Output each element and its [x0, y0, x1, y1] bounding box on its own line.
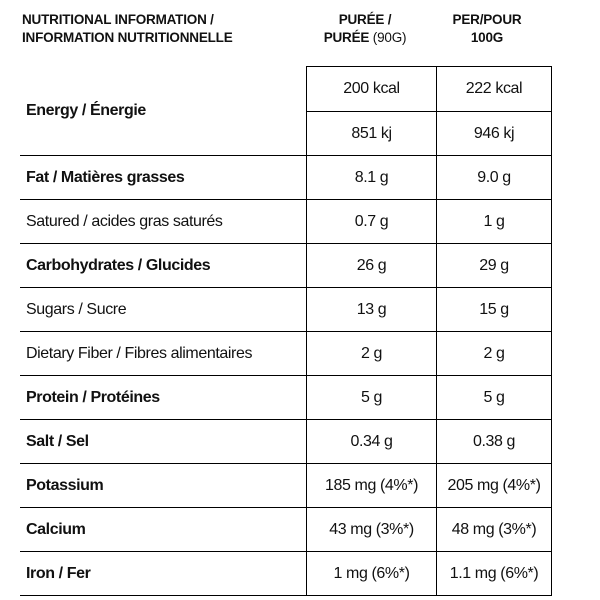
nutrition-table: [20, 66, 552, 596]
row-per100-salt: 0.38 g: [437, 420, 552, 464]
row-puree-carbohydrates: 26 g: [307, 244, 437, 288]
table-row: [20, 156, 552, 200]
row-puree-fat: 8.1 g: [307, 156, 437, 200]
energy-kj-100g: 946 kj: [437, 112, 552, 156]
header-label-line1: NUTRITIONAL INFORMATION /: [22, 12, 214, 27]
row-puree-protein: 5 g: [307, 376, 437, 420]
row-puree-salt: 0.34 g: [307, 420, 437, 464]
row-per100-protein: 5 g: [437, 376, 552, 420]
row-label-protein: Protein / Protéines: [20, 376, 307, 420]
row-puree-sugars: 13 g: [307, 288, 437, 332]
table-row: [20, 420, 552, 464]
row-label-potassium: Potassium: [20, 464, 307, 508]
row-label-calcium: Calcium: [20, 508, 307, 552]
header-col-per100-line2: 100G: [470, 30, 504, 45]
header-col-per100: [430, 11, 544, 47]
row-label-carbohydrates: Carbohydrates / Glucides: [20, 244, 307, 288]
table-header: [0, 8, 600, 58]
row-per100-iron: 1.1 mg (6%*): [437, 552, 552, 596]
row-per100-fiber: 2 g: [437, 332, 552, 376]
row-puree-saturated: 0.7 g: [307, 200, 437, 244]
row-label-sugars: Sugars / Sucre: [20, 288, 307, 332]
table-row: [20, 244, 552, 288]
row-per100-saturated: 1 g: [437, 200, 552, 244]
table-row: [20, 288, 552, 332]
table-row: [20, 508, 552, 552]
row-per100-potassium: 205 mg (4%*): [437, 464, 552, 508]
row-label-saturated: Satured / acides gras saturés: [20, 200, 307, 244]
table-row: [20, 552, 552, 596]
row-puree-fiber: 2 g: [307, 332, 437, 376]
row-per100-fat: 9.0 g: [437, 156, 552, 200]
row-puree-calcium: 43 mg (3%*): [307, 508, 437, 552]
row-per100-carbohydrates: 29 g: [437, 244, 552, 288]
row-label-salt: Salt / Sel: [20, 420, 307, 464]
header-col-puree: [300, 11, 430, 47]
header-col-puree-line2: PURÉE: [323, 30, 370, 45]
row-puree-potassium: 185 mg (4%*): [307, 464, 437, 508]
row-puree-iron: 1 mg (6%*): [307, 552, 437, 596]
row-label-iron: Iron / Fer: [20, 552, 307, 596]
header-label: [22, 11, 233, 47]
table-row: [20, 332, 552, 376]
table-row-energy-kcal: [20, 67, 552, 112]
header-col-puree-serving: (90G): [372, 30, 407, 45]
header-col-per100-line1: PER/POUR: [452, 12, 522, 27]
header-label-line2: INFORMATION NUTRITIONNELLE: [22, 30, 233, 45]
table-row: [20, 376, 552, 420]
energy-kj-puree: 851 kj: [307, 112, 437, 156]
row-label-fat: Fat / Matières grasses: [20, 156, 307, 200]
energy-kcal-puree: 200 kcal: [307, 67, 437, 112]
table-row: [20, 200, 552, 244]
header-col-puree-line1: PURÉE /: [338, 12, 392, 27]
row-label-fiber: Dietary Fiber / Fibres alimentaires: [20, 332, 307, 376]
row-per100-calcium: 48 mg (3%*): [437, 508, 552, 552]
table-row: [20, 464, 552, 508]
energy-kcal-100g: 222 kcal: [437, 67, 552, 112]
energy-label: Energy / Énergie: [20, 67, 307, 156]
row-per100-sugars: 15 g: [437, 288, 552, 332]
